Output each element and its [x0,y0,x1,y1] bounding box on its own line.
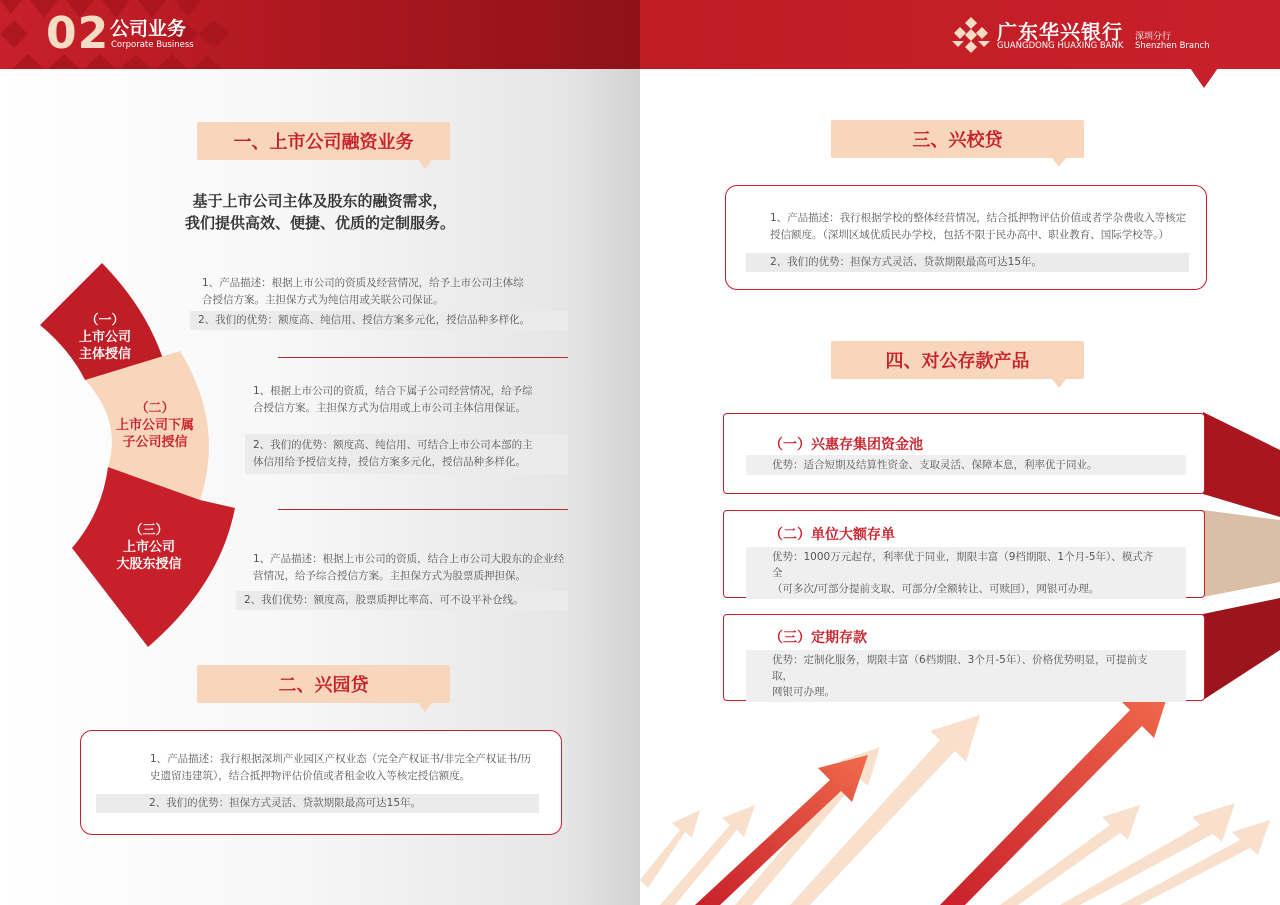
section1-title: 一、上市公司融资业务 [233,132,414,153]
fan-label-2-line2: 子公司授信 [122,435,188,450]
fan-label-1-num: （一） [85,313,125,328]
section-number: 02 [46,8,110,59]
divider-1 [278,357,568,358]
deposit-2-line1: 优势：1000万元起存，利率优于同业，期限丰富（9档期限、1个月-5年）、模式齐全 [772,551,1154,579]
item3-desc-line1: 1、产品描述：根据上市公司的资质，结合上市公司大股东的企业经 [253,553,565,565]
deposit-product-3 [723,614,1205,701]
item3-desc [253,551,573,585]
section4-title: 四、对公存款产品 [885,351,1030,372]
deposit-1-desc [746,455,1186,475]
section2-tag [197,665,450,703]
item2-adv-line1: 2、我们的优势：额度高、纯信用、可结合上市公司本部的主 [253,439,533,451]
deposit-3-title: （三）定期存款 [769,630,867,646]
deposit-2-title: （二）单位大额存单 [769,527,895,543]
fan-label-2-num: （二） [135,401,175,416]
item2-adv [245,434,568,474]
section2-box [80,730,562,835]
fan-label-3-line1: 上市公司 [122,540,175,555]
item3-adv: 2、我们优势：额度高，股票质押比率高、可不设平补仓线。 [236,591,568,610]
intro-line2: 我们提供高效、便捷、优质的定制服务。 [184,214,455,232]
section1-intro [130,190,510,234]
deposit-product-2 [723,510,1205,598]
item2-desc-line2: 合授信方案。主担保方式为信用或上市公司主体信用保证。 [253,402,526,414]
ribbon-2 [1203,510,1280,597]
section2-desc [150,751,560,785]
item1-desc-line2: 合授信方案。主担保方式为纯信用或关联公司保证。 [202,294,444,306]
section4-tag [831,341,1084,379]
deposit-2-desc [746,547,1186,599]
section-subtitle: Corporate Business [111,40,194,50]
bank-logo-icon [950,15,992,53]
deposit-2-line2: （可多次/可部分提前支取、可部分/全额转让、可赎回），网银可办理。 [772,583,1100,595]
fan-label-1-line1: 上市公司 [78,330,131,345]
divider-2 [278,509,568,510]
deposit-3-desc [746,650,1186,702]
deposit-1-title: （一）兴惠存集团资金池 [769,437,923,453]
bank-name: 广东华兴银行 [997,20,1123,44]
intro-line1: 基于上市公司主体及股东的融资需求， [192,192,448,210]
fan-label-2 [105,400,205,451]
section3-tag [831,120,1084,158]
deposit-product-1 [723,413,1205,494]
deposit-1-line1: 优势：适合短期及结算性资金、支取灵活、保障本息，利率优于同业。 [772,459,1098,471]
section2-desc-line1: 1、产品描述：我行根据深圳产业园区产权业态（完全产权证书/非完全产权证书/历 [150,753,532,765]
item1-desc [202,275,562,309]
fan-label-1-line2: 主体授信 [78,347,131,362]
item1-desc-line1: 1、产品描述：根据上市公司的资质及经营情况，给予上市公司主体综 [202,277,524,289]
deposit-3-line1: 优势：定制化服务，期限丰富（6档期限、3个月-5年）、价格优势明显，可提前支取， [772,654,1148,682]
fan-label-2-line1: 上市公司下属 [115,418,194,433]
fan-label-3-line2: 大股东授信 [116,557,182,572]
header-notch [1190,68,1218,88]
red-arrow-1 [695,755,868,905]
section2-desc-line2: 史遗留违建筑），结合抵押物评估价值或者租金收入等核定授信额度。 [150,770,471,782]
section1-tag [197,122,450,160]
section2-adv: 2、我们的优势：担保方式灵活、贷款期限最高可达15年。 [96,794,539,813]
ribbon-3 [1203,598,1280,700]
section3-desc-line1: 1、产品描述：我行根据学校的整体经营情况，结合抵押物评估价值或者学杂费收入等核定 [770,212,1187,224]
item1-adv: 2、我们的优势：额度高、纯信用、授信方案多元化，授信品种多样化。 [190,311,568,330]
section3-desc [770,210,1210,244]
branch-name-cn: 深圳分行 [1135,32,1172,42]
item3-desc-line2: 营情况，给予综合授信方案。主担保方式为股票质押担保。 [253,570,526,582]
bank-name-en: GUANGDONG HUAXING BANK [997,41,1124,51]
item2-adv-line2: 体信用给予授信支持，授信方案多元化，授信品种多样化。 [253,456,526,468]
fan-label-1 [75,312,135,363]
branch-name-en: Shenzhen Branch [1135,41,1210,51]
fan-label-3 [104,522,194,573]
section3-adv: 2、我们的优势：担保方式灵活、贷款期限最高可达15年。 [746,253,1189,272]
fan-label-3-num: （三） [129,523,169,538]
deposit-3-line2: 网银可办理。 [772,686,835,698]
side-ribbons [1203,412,1280,702]
section-title: 公司业务 [110,18,187,40]
section3-title: 三、兴校贷 [912,130,1003,151]
ribbon-1 [1203,412,1280,517]
section3-desc-line2: 授信额度。（深圳区域优质民办学校，包括不限于民办高中、职业教育、国际学校等。） [770,229,1169,241]
right-page [640,0,1280,905]
section3-box [725,185,1207,290]
item2-desc-line1: 1、根据上市公司的资质，结合下属子公司经营情况，给予综 [253,385,533,397]
item2-desc [253,383,573,417]
section2-title: 二、兴园贷 [278,675,369,696]
